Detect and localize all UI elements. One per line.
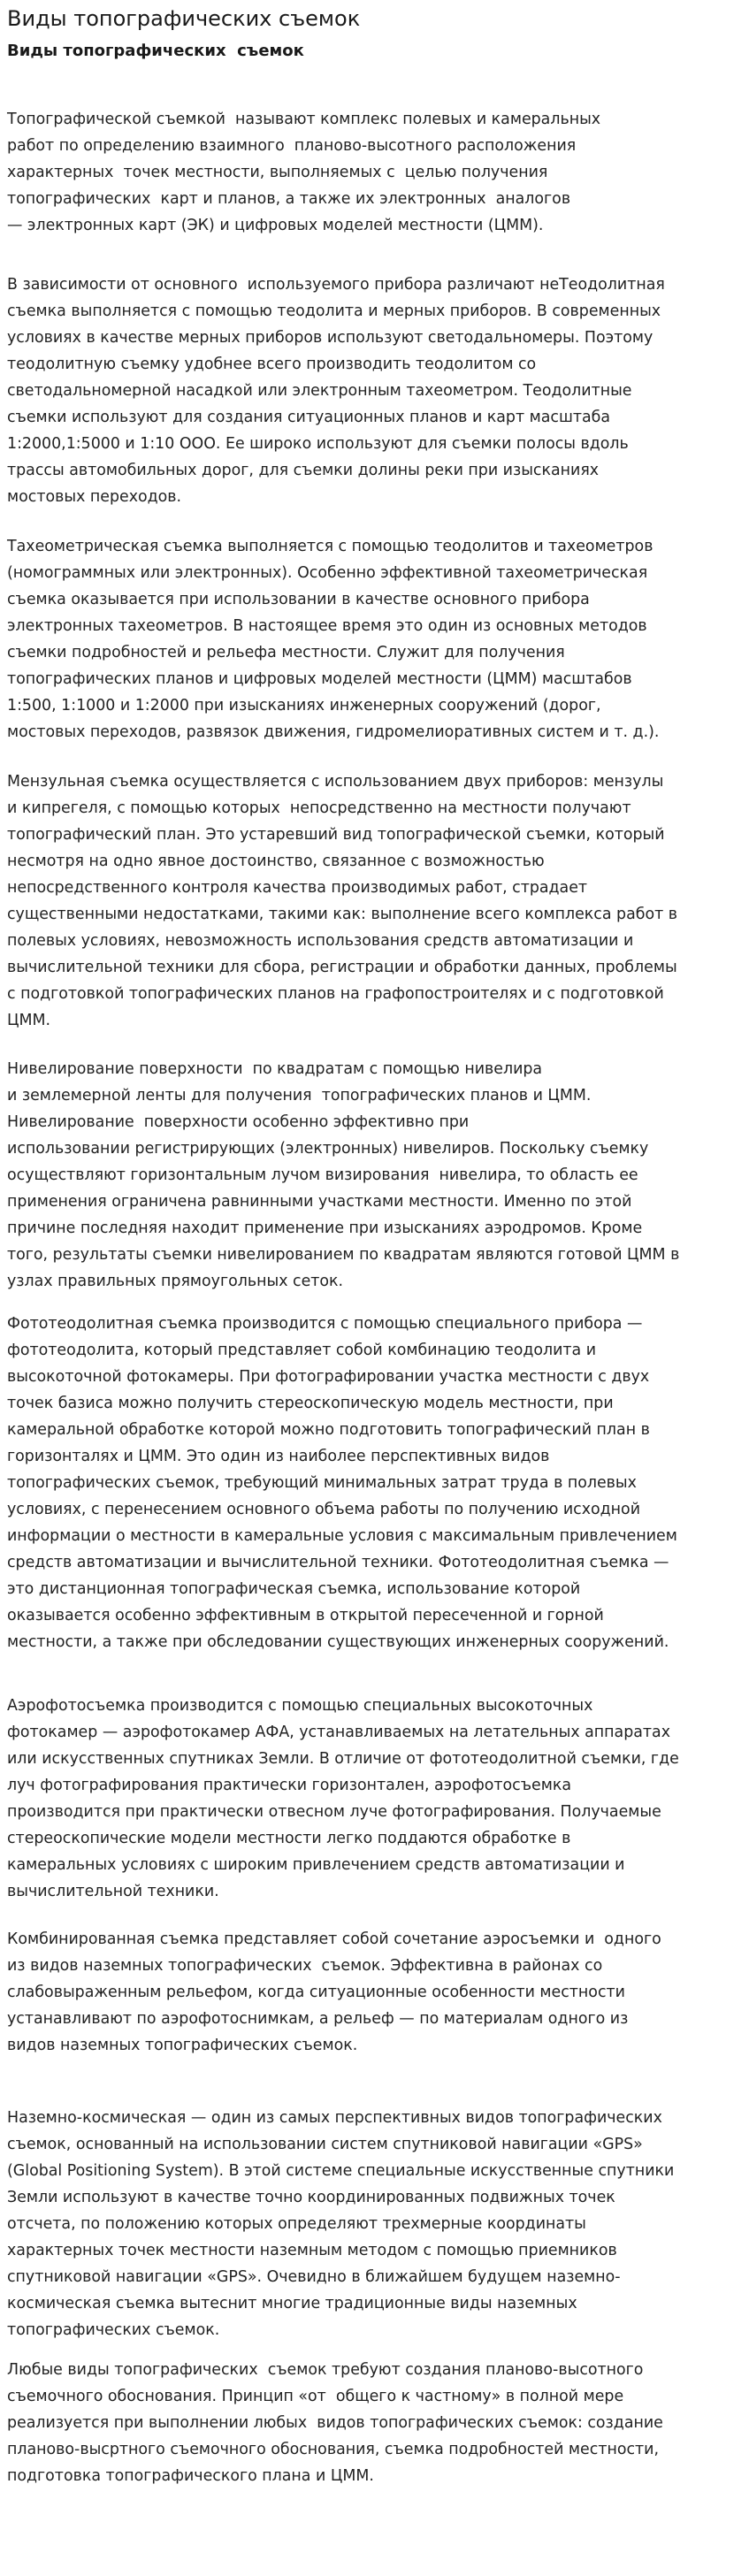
- paragraph-line: характерных точек местности наземным методом с помощью приемников: [7, 2242, 617, 2259]
- paragraph-line: спутниковой навигации «GPS». Очевидно в ближайшем будущем наземно-: [7, 2268, 621, 2286]
- paragraph-line: Мензульная съемка осуществляется с использованием двух приборов: мензулы: [7, 773, 664, 791]
- paragraph-line: полевых условиях, невозможность использования средств автоматизации и: [7, 932, 634, 950]
- paragraph-6: [7, 1311, 745, 1655]
- paragraph-line: местности, а также при обследовании существующих инженерных сооружений.: [7, 1633, 669, 1651]
- page-title: Виды топографических съемок: [7, 6, 361, 31]
- paragraph-line: точек базиса можно получить стереоскопическую модель местности, при: [7, 1395, 614, 1412]
- paragraph-line: (Global Positioning System). В этой системе специальные искусственные спутники: [7, 2162, 675, 2180]
- paragraph-line: съемка выполняется с помощью теодолита и мерных приборов. В современных: [7, 302, 661, 320]
- paragraph-line: трассы автомобильных дорог, для съемки долины реки при изысканиях: [7, 462, 600, 479]
- paragraph-line: топографических карт и планов, а также их электронных аналогов: [7, 190, 571, 208]
- paragraph-line: планово-высртного съемочного обоснования, съемка подробностей местности,: [7, 2441, 659, 2458]
- paragraph-line: Наземно-космическая — один из самых перспективных видов топографических: [7, 2109, 662, 2127]
- paragraph-line: вычислительной техники для сбора, регистрации и обработки данных, проблемы: [7, 959, 677, 976]
- paragraph-line: информации о местности в камеральные условия с максимальным привлечением: [7, 1527, 677, 1545]
- paragraph-line: электронных тахеометров. В настоящее время это один из основных методов: [7, 617, 647, 635]
- paragraph-line: непосредственного контроля качества производимых работ, страдает: [7, 879, 588, 897]
- paragraph-line: видов наземных топографических съемок.: [7, 2037, 358, 2054]
- paragraph-line: отсчета, по положению которых определяют трехмерные координаты: [7, 2215, 586, 2233]
- paragraph-line: и кипрегеля, с помощью которых непосредственно на местности получают: [7, 799, 631, 817]
- paragraph-line: ЦММ.: [7, 1012, 51, 1029]
- paragraph-line: мостовых переходов, развязок движения, гидромелиоративных систем и т. д.).: [7, 723, 660, 741]
- paragraph-7: [7, 1693, 745, 1905]
- paragraph-line: из видов наземных топографических съемок. Эффективна в районах со: [7, 1957, 603, 1975]
- paragraph-line: космическая съемка вытеснит многие традиционные виды наземных: [7, 2295, 577, 2312]
- paragraph-line: камеральных условиях с широким привлечением средств автоматизации и: [7, 1856, 625, 1874]
- paragraph-line: Нивелирование поверхности по квадратам с помощью нивелира: [7, 1060, 543, 1078]
- paragraph-line: условиях в качестве мерных приборов используют светодальномеры. Поэтому: [7, 329, 653, 347]
- paragraph-line: Фототеодолитная съемка производится с помощью специального прибора —: [7, 1315, 643, 1333]
- paragraph-line: съемок, основанный на использовании систем спутниковой навигации «GPS»: [7, 2136, 643, 2153]
- paragraph-line: высокоточной фотокамеры. При фотографировании участка местности с двух: [7, 1368, 650, 1386]
- paragraph-line: фототеодолита, который представляет собой комбинацию теодолита и: [7, 1342, 597, 1359]
- paragraph-line: топографических планов и цифровых моделей местности (ЦММ) масштабов: [7, 670, 632, 688]
- paragraph-line: Земли используют в качестве точно координированных подвижных точек: [7, 2189, 615, 2206]
- paragraph-line: условиях, с перенесением основного объема работы по получению исходной: [7, 1501, 640, 1518]
- paragraph-line: реализуется при выполнении любых видов топографических съемок: создание: [7, 2414, 663, 2432]
- paragraph-line: Тахеометрическая съемка выполняется с помощью теодолитов и тахеометров: [7, 538, 653, 555]
- paragraph-10: [7, 2357, 745, 2489]
- paragraph-line: работ по определению взаимного планово-высотного расположения: [7, 137, 577, 155]
- paragraph-line: Любые виды топографических съемок требуют создания планово-высотного: [7, 2361, 644, 2379]
- paragraph-line: луч фотографирования практически горизонтален, аэрофотосъемка: [7, 1777, 572, 1794]
- paragraph-line: характерных точек местности, выполняемых с целью получения: [7, 164, 548, 181]
- paragraph-line: теодолитную съемку удобнее всего производить теодолитом со: [7, 355, 537, 373]
- paragraph-line: светодальномерной насадкой или электронным тахеометром. Теодолитные: [7, 382, 632, 400]
- paragraph-line: использовании регистрирующих (электронных) нивелиров. Поскольку съемку: [7, 1140, 649, 1158]
- paragraph-line: 1:2000,1:5000 и 1:10 ООО. Ее широко используют для съемки полосы вдоль: [7, 435, 629, 453]
- paragraph-line: узлах правильных прямоугольных сеток.: [7, 1273, 344, 1290]
- paragraph-line: съемочного обоснования. Принцип «от общего к частному» в полной мере: [7, 2388, 624, 2405]
- paragraph-line: топографических съемок, требующий минимальных затрат труда в полевых: [7, 1474, 637, 1492]
- paragraph-8: [7, 1926, 745, 2059]
- paragraph-line: съемки подробностей и рельефа местности. Служит для получения: [7, 644, 565, 661]
- paragraph-line: осуществляют горизонтальным лучом визирования нивелира, то область ее: [7, 1166, 638, 1184]
- paragraph-line: слабовыраженным рельефом, когда ситуационные особенности местности: [7, 1984, 625, 2001]
- paragraph-line: мостовых переходов.: [7, 488, 182, 506]
- paragraph-line: применения ограничена равнинными участками местности. Именно по этой: [7, 1193, 632, 1211]
- paragraph-line: или искусственных спутниках Земли. В отличие от фототеодолитной съемки, где: [7, 1750, 679, 1768]
- paragraph-line: съемки используют для создания ситуационных планов и карт масштаба: [7, 409, 611, 426]
- paragraph-line: Комбинированная съемка представляет собой сочетание аэросъемки и одного: [7, 1930, 661, 1948]
- paragraph-line: причине последняя находит применение при изысканиях аэродромов. Кроме: [7, 1219, 643, 1237]
- paragraph-line: (номограммных или электронных). Особенно эффективной тахеометрическая: [7, 564, 648, 582]
- paragraph-line: устанавливают по аэрофотоснимкам, а рельеф — по материалам одного из: [7, 2010, 629, 2028]
- paragraph-4: [7, 768, 745, 1034]
- paragraph-line: топографический план. Это устаревший вид топографической съемки, который: [7, 826, 665, 844]
- paragraph-9: [7, 2105, 745, 2343]
- paragraph-line: 1:500, 1:1000 и 1:2000 при изысканиях инженерных сооружений (дорог,: [7, 697, 601, 715]
- paragraph-line: горизонталях и ЦММ. Это один из наиболее перспективных видов: [7, 1448, 550, 1465]
- paragraph-line: средств автоматизации и вычислительной техники. Фототеодолитная съемка —: [7, 1554, 669, 1571]
- paragraph-3: [7, 533, 745, 745]
- paragraph-line: несмотря на одно явное достоинство, связанное с возможностью: [7, 852, 545, 870]
- paragraph-line: — электронных карт (ЭК) и цифровых моделей местности (ЦММ).: [7, 217, 544, 234]
- paragraph-line: вычислительной техники.: [7, 1883, 219, 1900]
- paragraph-line: и землемерной ленты для получения топографических планов и ЦММ.: [7, 1087, 592, 1105]
- paragraph-line: того, результаты съемки нивелированием по квадратам являются готовой ЦММ в: [7, 1246, 680, 1264]
- paragraph-line: Топографической съемкой называют комплекс полевых и камеральных: [7, 111, 601, 128]
- paragraph-line: стереоскопические модели местности легко поддаются обработке в: [7, 1830, 571, 1847]
- paragraph-line: камеральной обработке которой можно подготовить топографический план в: [7, 1421, 650, 1439]
- paragraph-line: В зависимости от основного используемого прибора различают неТеодолитная: [7, 276, 665, 294]
- paragraph-line: топографических съемок.: [7, 2321, 220, 2339]
- paragraph-line: производится при практически отвесном луче фотографирования. Получаемые: [7, 1803, 661, 1821]
- paragraph-5: [7, 1056, 745, 1295]
- paragraph-line: подготовка топографического плана и ЦММ.: [7, 2467, 374, 2485]
- page-subtitle: Виды топографических съемок: [7, 42, 304, 60]
- paragraph-line: фотокамер — аэрофотокамер АФА, устанавливаемых на летательных аппаратах: [7, 1724, 670, 1741]
- paragraph-line: это дистанционная топографическая съемка, использование которой: [7, 1580, 581, 1598]
- paragraph-line: съемка оказывается при использовании в качестве основного прибора: [7, 591, 590, 608]
- paragraph-line: Аэрофотосъемка производится с помощью специальных высокоточных: [7, 1697, 593, 1715]
- paragraph-line: существенными недостатками, такими как: выполнение всего комплекса работ в: [7, 906, 677, 923]
- paragraph-line: оказывается особенно эффективным в открытой пересеченной и горной: [7, 1607, 604, 1624]
- paragraph-line: с подготовкой топографических планов на графопостроителях и с подготовкой: [7, 985, 664, 1003]
- paragraph-1: [7, 106, 745, 239]
- paragraph-line: Нивелирование поверхности особенно эффективно при: [7, 1113, 470, 1131]
- paragraph-2: [7, 271, 745, 510]
